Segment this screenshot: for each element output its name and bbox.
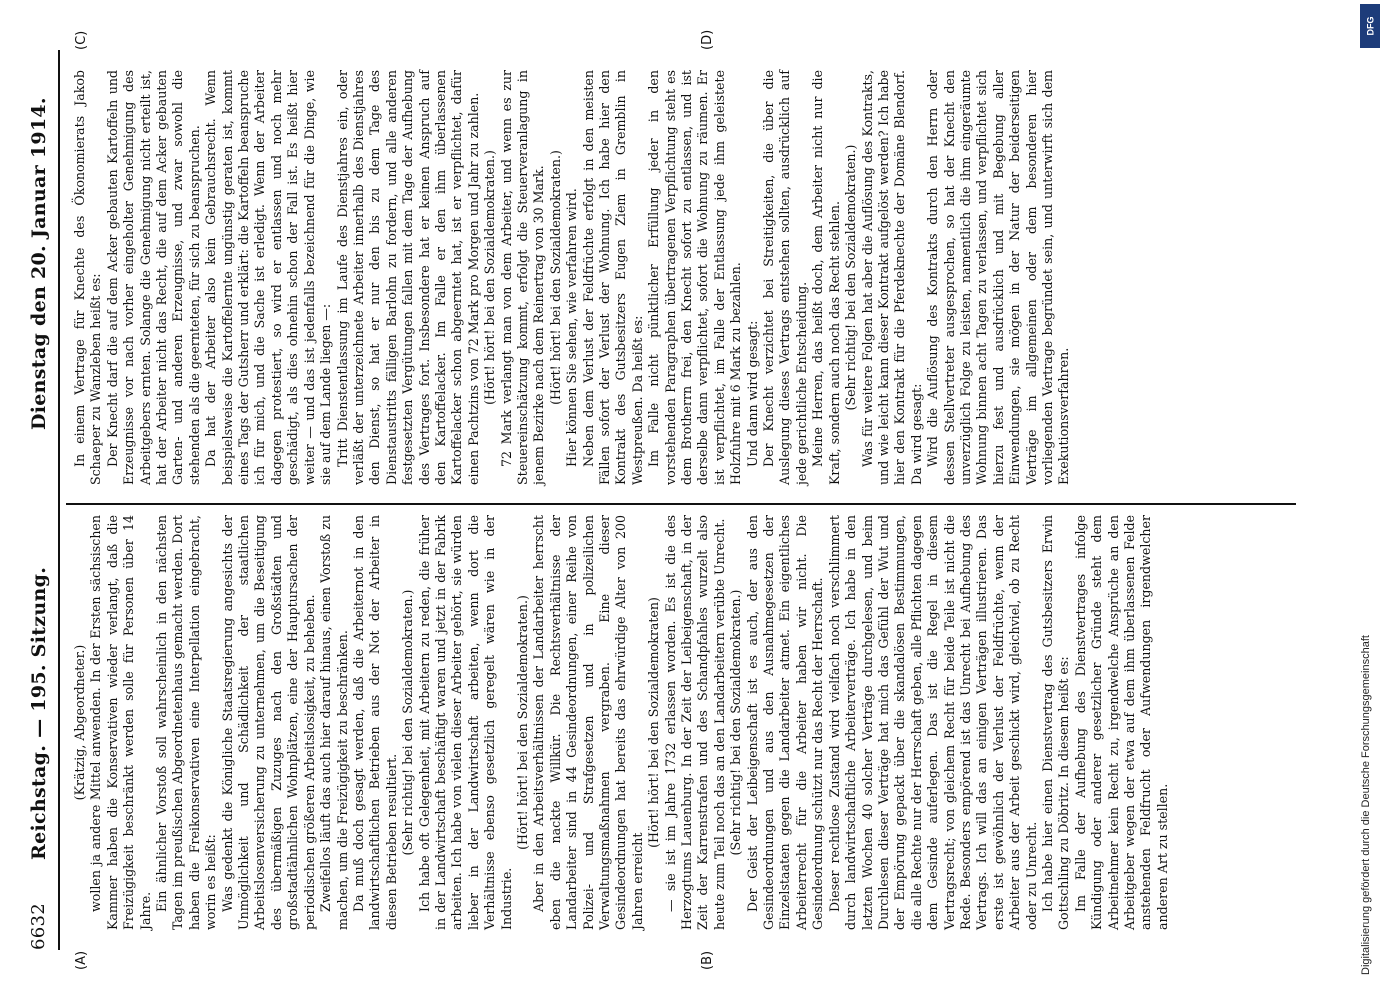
- paragraph: Ich habe oft Gelegenheit, mit Arbeitern zu reden, die früher in der Landwirtschaft beschäftigt waren und jetzt in der Fabrik arbeiten. Ich habe von vielen dieser Arbeiter gehört, sie würden lieber in der Landwirtschaft arbeiten, wenn dort die Verhältnisse ebenso gesetzlich geregelt wären wie in der Industrie.: [416, 515, 514, 930]
- paragraph: Tritt Dienstentlassung im Laufe des Dienstjahres ein, oder verläßt der unterzeichnete Arbeiter innerhalb des Dienstjahres den Dienst, so hat er nur den bis zu dem Tage des Dienstaustritts fälligen Barlohn zu fordern, und alle anderen festgesetzten Vergütungen fallen mit dem Tage der Aufhebung des Vertrages fort. Insbesondere hat er keinen Anspruch auf den Kartoffelacker. Im Falle er den ihm überlassenen Kartoffelacker schon abgeerntet hat, ist er verpflichtet, dafür einen Pachtzins von 72 Mark pro Morgen und Jahr zu zahlen.: [334, 70, 481, 485]
- marker-c: (C): [74, 30, 89, 50]
- paragraph: (Hört! hört! bei den Sozialdemokraten): [646, 597, 662, 848]
- session-date: Dienstag den 20. Januar 1914.: [28, 97, 50, 430]
- paragraph: (Sehr richtig! bei den Sozialdemokraten.): [400, 589, 416, 856]
- paragraph: (Sehr richtig! bei den Sozialdemokraten.): [843, 144, 859, 411]
- paragraph: (Krätzig, Abgeordneter.): [72, 644, 87, 801]
- paragraph: Da muß doch gesagt werden, daß die Arbeiternot in den landwirtschaftlichen Betrieben aus der Not der Arbeiter in diesen Betrieben resultiert.: [350, 515, 399, 930]
- paragraph: Was gedenkt die Königliche Staatsregierung angesichts der Unmöglichkeit und Schädlichkeit der staatlichen Arbeitslosenversicherung zu unternehmen, um die Beseitigung des übermäßigen Zuzuges nach den Großstädten und großstadtähnlichen Wohnplätzen, eine der Hauptursachen der periodischen größeren Arbeitslosigkeit, zu beheben.: [219, 515, 317, 930]
- paragraph: Und dann wird gesagt:: [744, 320, 760, 467]
- paragraph: Dieser rechtlose Zustand wird vielfach noch verschlimmert durch landwirtschaftliche Arbeiterverträge. Ich habe in den letzten Wochen 40 solcher Verträge durchgelesen, und beim Durchlesen dieser Verträge hat mich das Gefühl der Wut und der Empörung gepackt über die skandalösen Bestimmungen, die alle Rechte nur der Herrschaft geben, alle Pflichten dagegen dem Gesinde auferlegen. Das ist die Regel in diesem Vertragsrecht; von gleichem Recht für beide Teile ist nicht die Rede. Besonders empörend ist das Unrecht bei Aufhebung des Vertrags. Ich will das an einigen Verträgen illustrieren. Das erste ist gewöhnlich der Verlust der Feldfrüchte, wenn der Arbeiter aus der Arbeit geschickt wird, gleichviel, ob zu Recht oder zu Unrecht.: [826, 515, 1039, 930]
- column-divider: [66, 503, 1296, 505]
- paragraph: Da hat der Arbeiter also kein Gebrauchsrecht. Wenn beispielsweise die Kartoffelernte ungünstig geraten ist, kommt eines Tags der Gutsherr und erklärt: die Kartoffeln beanspruche ich für mich, und die Sache ist erledigt. Wenn der Arbeiter dagegen protestiert, so wird er entlassen und noch mehr geschädigt, als dies ohnehin schon der Fall ist. Es heißt hier weiter — und das ist jedenfalls bezeichnend für die Dinge, wie sie auf dem Lande liegen —:: [203, 70, 334, 485]
- paragraph: Im Falle nicht pünktlicher Erfüllung jeder in den vorstehenden Paragraphen übertragenen Verpflichtung steht es dem Brotherrn frei, den Knecht sofort zu entlassen, und ist derselbe dann verpflichtet, sofort die Wohnung zu räumen. Er ist verpflichtet, im Falle der Entlassung jede ihm geleistete Holzfuhre mit 6 Mark zu bezahlen.: [646, 70, 744, 485]
- marker-a: (A): [74, 950, 89, 970]
- paragraph: wollen ja andere Mittel anwenden. In der Ersten sächsischen Kammer haben die Konservativen wieder verlangt, daß die Freizügigkeit beschränkt werden solle für Personen über 14 Jahre.: [88, 515, 153, 930]
- marker-b: (B): [700, 950, 715, 970]
- credit-text: Digitalisierung gefördert durch die Deutsche Forschungsgemeinschaft: [1360, 635, 1372, 975]
- paragraph: Zweifellos läuft das auch hier darauf hinaus, einen Vorstoß zu machen, um die Freizügigkeit zu beschränken.: [318, 515, 350, 930]
- page-header: [28, 50, 58, 950]
- paragraph: Hier können Sie sehen, wie verfahren wird.: [564, 188, 580, 467]
- paragraph: Im Falle der Aufhebung des Dienstvertrages infolge Kündigung oder anderer gesetzlicher Gründe steht dem Arbeitnehmer kein Recht zu, irgendwelche Ansprüche an den Arbeitgeber wegen der etwa auf dem ihm überlassenen Felde anstehenden Feldfrucht oder Aufwendungen irgendwelcher anderen Art zu stellen.: [1072, 515, 1170, 930]
- paragraph: In einem Vertrage für Knechte des Ökonomierats Jakob Schaeper zu Wanzleben heißt es:: [72, 70, 104, 485]
- session-title: Reichstag. — 195. Sitzung.: [28, 566, 50, 860]
- paragraph: Der Geist der Leibeigenschaft ist es auch, der aus den Gesindeordnungen und aus den Ausnahmegesetzen der Einzelstaaten gegen die Landarbeiter atmet. Ein eigentliches Arbeiterrecht für die Arbeiter haben wir nicht. Die Gesindeordnung schützt nur das Recht der Herrschaft.: [744, 515, 826, 930]
- paragraph: Wird die Auflösung des Kontrakts durch den Herrn oder dessen Stellvertreter ausgesprochen, so hat der Knecht den unverzüglich Folge zu leisten, namentlich die ihm eingeräumte Wohnung binnen acht Tagen zu verlassen, und verpflichtet sich hierzu fest und ausdrücklich und mit Begebung aller Einwendungen, sie mögen in der Natur der beiderseitigen Verträge im allgemeinen oder dem besonderen hier vorliegenden Vertrage begründet sein, und unterwirft sich dem Exekutionsverfahren.: [925, 70, 1072, 485]
- paragraph: (Hört! hört! bei den Sozialdemokraten.): [514, 595, 530, 850]
- dfg-logo: DFG: [1360, 4, 1380, 48]
- paragraph: Der Knecht verzichtet bei Streitigkeiten, die über die Auslegung dieses Vertrags entstehen sollten, ausdrücklich auf jede gerichtliche Entscheidung.: [761, 70, 809, 485]
- paragraph: Ich habe hier einen Dienstvertrag des Gutsbesitzers Erwin Gottschling zu Döbritz. In diesem heißt es:: [1039, 515, 1072, 930]
- paragraph: (Hört! hört! bei den Sozialdemokraten.): [482, 150, 498, 405]
- paragraph: Der Knecht darf die auf dem Acker gebauten Kartoffeln und Erzeugnisse vor nach vorher eingeholter Genehmigung des Arbeitgebers ernten. Solange die Genehmigung nicht erteilt ist, hat der Arbeiter nicht das Recht, die auf dem Acker gebauten Garten- und anderen Erzeugnisse, und zwar sowohl die stehenden als die geernteten, für sich zu beanspruchen.: [104, 70, 202, 485]
- page-number: 6632: [28, 902, 49, 950]
- paragraph: (Sehr richtig! bei den Sozialdemokraten.): [728, 589, 744, 856]
- paragraph: Was für weitere Folgen hat aber die Auflösung des Kontrakts, und wie leicht kann dieser Kontrakt aufgelöst werden? Ich habe hier den Kontrakt für die Pferdeknechte der Domäne Blendorf. Da wird gesagt:: [859, 70, 924, 485]
- paragraph: Ein ähnlicher Vorstoß soll wahrscheinlich in den nächsten Tagen im preußischen Abgeordnetenhaus gemacht werden. Dort haben die Freikonservativen eine Interpellation eingebracht, worin es heißt:: [154, 515, 219, 930]
- header-rule: [58, 50, 60, 950]
- marker-d: (D): [700, 29, 715, 50]
- paragraph: Aber in den Arbeitsverhältnissen der Landarbeiter herrscht eben die nackte Willkür. Die Rechtsverhältnisse der Landarbeiter sind in 44 Gesindeordnungen, einer Reihe von Polizei- und Strafgesetzen und in polizeilichen Verwaltungsmaßnahmen vergraben. Eine dieser Gesindeordnungen hat bereits das ehrwürdige Alter von 200 Jahren erreicht: [531, 515, 645, 930]
- paragraph: Neben dem Verlust der Feldfrüchte erfolgt in den meisten Fällen sofort der Verlust der Wohnung. Ich habe hier den Kontrakt des Gutsbesitzers Eugen Ziem in Gremblin in Westpreußen. Da heißt es:: [580, 70, 645, 485]
- paragraph: 72 Mark verlangt man von dem Arbeiter, und wenn es zur Steuereinschätzung kommt, erfolgt die Steuerveranlagung in jenem Bezirke nach dem Reinertrag von 30 Mark.: [498, 70, 547, 485]
- paragraph: — sie ist im Jahre 1732 erlassen worden. Es ist die des Herzogtums Lauenburg. In der Zeit der Leibeigenschaft, in der Zeit der Karrenstrafen und des Schandpfahles wurzelt also heute zum Teil noch das an den Landarbeitern verübte Unrecht.: [662, 515, 727, 930]
- left-column: [72, 515, 1171, 930]
- right-column: [72, 70, 1073, 485]
- paragraph: Meine Herren, das heißt doch, dem Arbeiter nicht nur die Kraft, sondern auch noch das Recht stehlen.: [810, 70, 842, 485]
- paragraph: (Hört! hört! bei den Sozialdemokraten.): [547, 150, 563, 405]
